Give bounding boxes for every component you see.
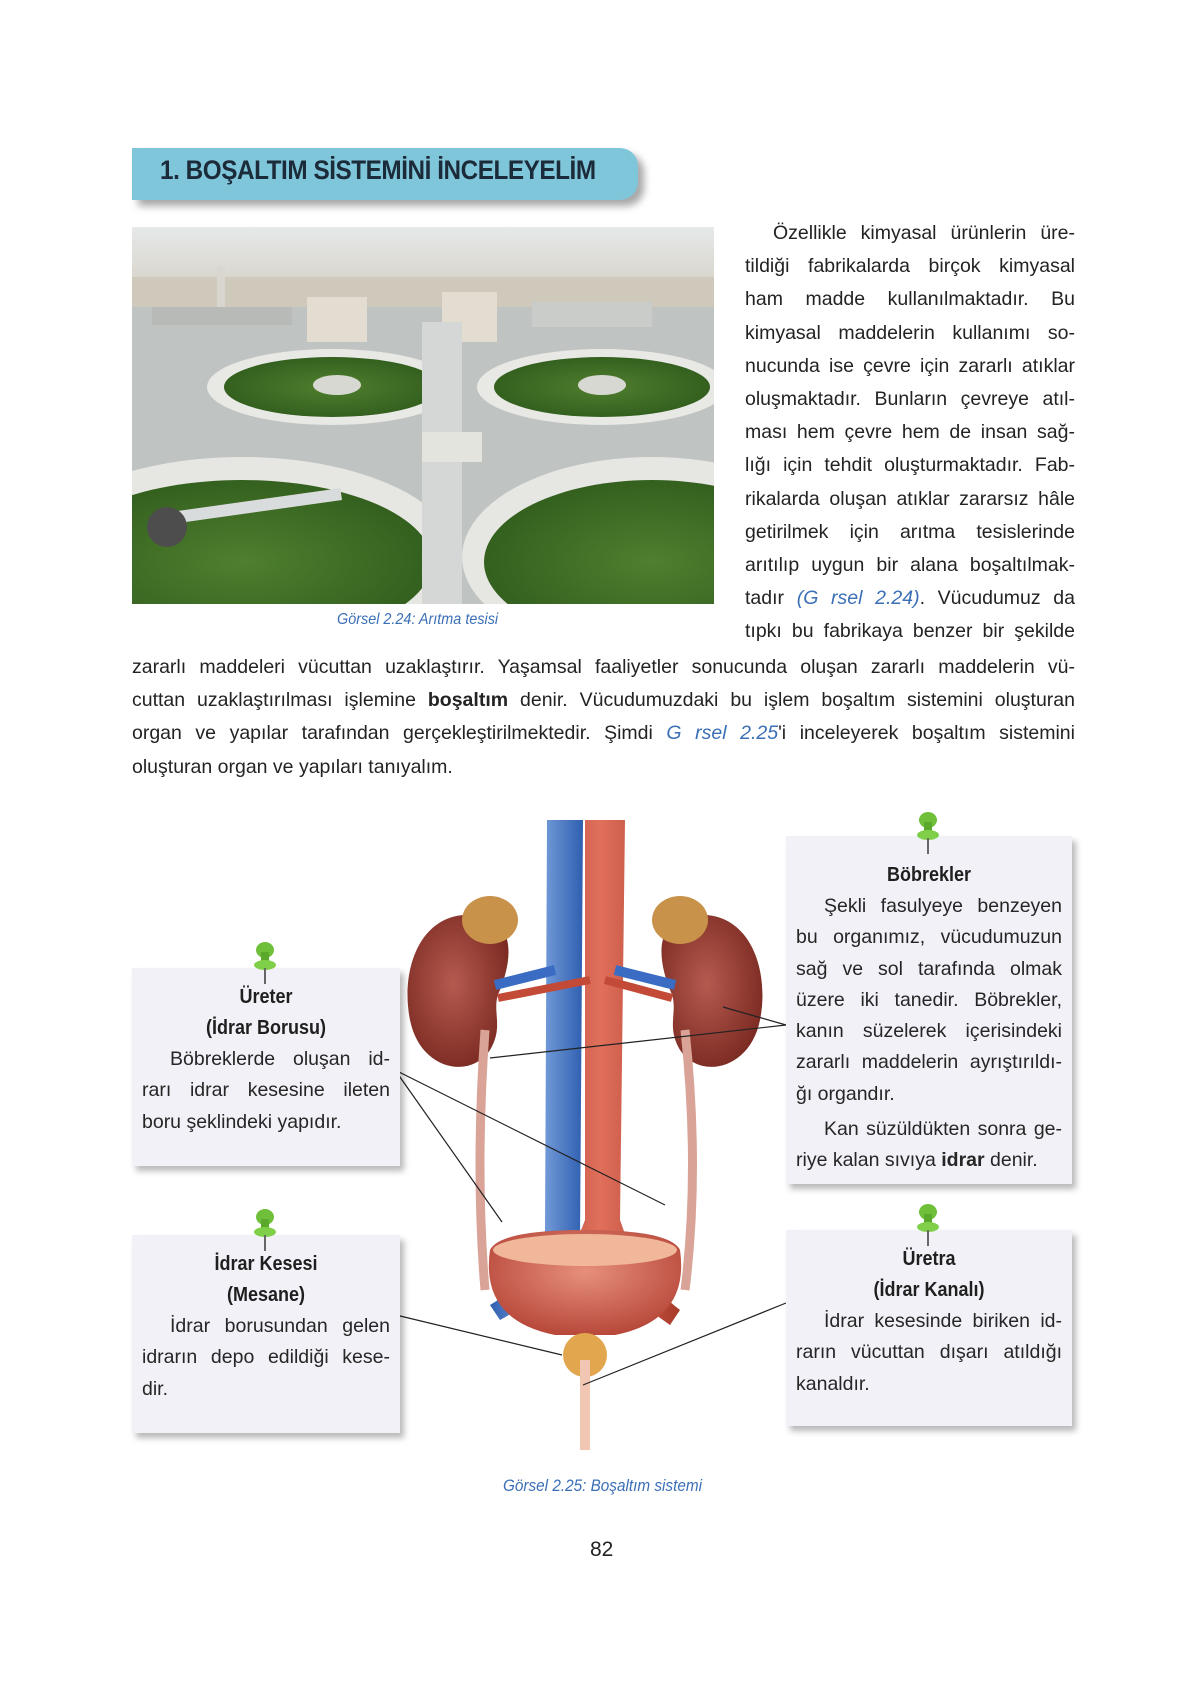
- term-bosaltim: boşaltım: [427, 689, 509, 712]
- info-box-uretra-content: [786, 1244, 1072, 1400]
- box-line: idrarın depo edildiği kese-: [142, 1346, 390, 1369]
- box-line: üzere iki tanedir. Böbrekler,: [796, 988, 1062, 1011]
- box-line: rarı idrar kesesine ileten: [142, 1079, 390, 1102]
- text: . Vücudumuz da: [919, 587, 1076, 610]
- intro-line: arıtılıp uygun bir alana boşaltılmak-: [745, 554, 1075, 577]
- box-line: kanaldır.: [796, 1372, 870, 1395]
- box-subtitle: (İdrar Borusu): [205, 1017, 327, 1039]
- intro-line: oluşmaktadır. Bunların çevreye atıl-: [745, 388, 1075, 411]
- section-title: 1. BOŞALTIM SİSTEMİNİ İNCELEYELİM: [160, 155, 596, 185]
- text: organ ve yapılar tarafından gerçekleştirilmektedir. Şimdi: [132, 722, 667, 745]
- box-title: Üreter: [239, 986, 293, 1008]
- pushpin-icon: [250, 940, 280, 986]
- pushpin-icon: [913, 1202, 943, 1248]
- info-box-bobrekler-content: [786, 860, 1072, 1177]
- intro-line: zararlı maddeleri vücuttan uzaklaştırır. Yaşamsal faaliyetler sonucunda oluşan zararlı maddelerin vü-: [132, 656, 1075, 678]
- text: 'i inceleyerek boşaltım sistemini: [778, 722, 1075, 745]
- box-line: İdrar borusundan gelen: [170, 1315, 390, 1337]
- pushpin-icon: [250, 1207, 280, 1253]
- box-title: Böbrekler: [886, 864, 972, 886]
- intro-line: nucunda ise çevre için zararlı atıklar: [745, 354, 1075, 377]
- intro-line: getirilmek için arıtma tesislerinde: [745, 520, 1075, 543]
- intro-line: oluşturan organ ve yapıları tanıyalım.: [132, 755, 453, 778]
- box-line: [796, 1145, 1062, 1176]
- term-idrar: idrar: [941, 1149, 985, 1172]
- intro-line: tildiği fabrikalarda birçok kimyasal: [745, 255, 1075, 278]
- info-box-ureter-content: [132, 982, 400, 1138]
- box-line: Kan süzüldükten sonra ge-: [824, 1118, 1062, 1141]
- text: denir.: [984, 1149, 1038, 1172]
- text: riye kalan sıvıya: [796, 1149, 942, 1172]
- box-line: Böbreklerde oluşan id-: [170, 1048, 390, 1070]
- figure-reference-2-25: G rsel 2.25: [666, 722, 779, 745]
- page-number: 82: [590, 1538, 614, 1561]
- intro-line: tıpkı bu fabrikaya benzer bir şekilde: [745, 620, 1075, 643]
- intro-line: lığı için tehdit oluşturmaktadır. Fab-: [745, 454, 1075, 477]
- box-line: bu organımız, vücudumuzun: [796, 926, 1062, 949]
- box-line: boru şeklindeki yapıdır.: [142, 1110, 342, 1133]
- box-line: sağ ve sol tarafında olmak: [796, 957, 1062, 980]
- box-line: rarın vücuttan dışarı atıldığı: [796, 1341, 1062, 1364]
- photo-caption: Görsel 2.24: Arıtma tesisi: [337, 611, 499, 628]
- pushpin-icon: [913, 810, 943, 856]
- box-subtitle: (İdrar Kanalı): [873, 1279, 985, 1301]
- box-line: İdrar kesesinde biriken id-: [824, 1310, 1062, 1332]
- box-title: İdrar Kesesi: [214, 1253, 318, 1275]
- intro-line: rikalarda oluşan atıklar zararsız hâle: [745, 487, 1075, 510]
- box-line: kanın süzelerek içerisindeki: [796, 1020, 1062, 1043]
- box-line: zararlı maddelerin ayrıştırıldı-: [796, 1051, 1062, 1074]
- text: denir. Vücudumuzdaki bu işlem boşaltım sistemini oluşturan: [508, 689, 1075, 712]
- box-line: ğı organdır.: [796, 1082, 895, 1105]
- intro-line: ması hem çevre hem de insan sağ-: [745, 421, 1075, 444]
- box-title: Üretra: [902, 1248, 956, 1270]
- intro-line: ham madde kullanılmaktadır. Bu: [745, 288, 1075, 311]
- box-line: dir.: [142, 1377, 169, 1400]
- diagram-caption: Görsel 2.25: Boşaltım sistemi: [503, 1476, 702, 1495]
- intro-line: kimyasal maddelerin kullanımı so-: [745, 321, 1075, 344]
- text: cuttan uzaklaştırılması işlemine: [132, 689, 428, 712]
- intro-line: Özellikle kimyasal ürünlerin üre-: [773, 222, 1075, 244]
- text: tadır: [745, 587, 797, 610]
- figure-reference-2-24: (G rsel 2.24): [796, 587, 920, 610]
- info-box-mesane-content: [132, 1249, 400, 1405]
- box-line: Şekli fasulyeye benzeyen: [824, 895, 1062, 917]
- box-subtitle: (Mesane): [226, 1284, 306, 1306]
